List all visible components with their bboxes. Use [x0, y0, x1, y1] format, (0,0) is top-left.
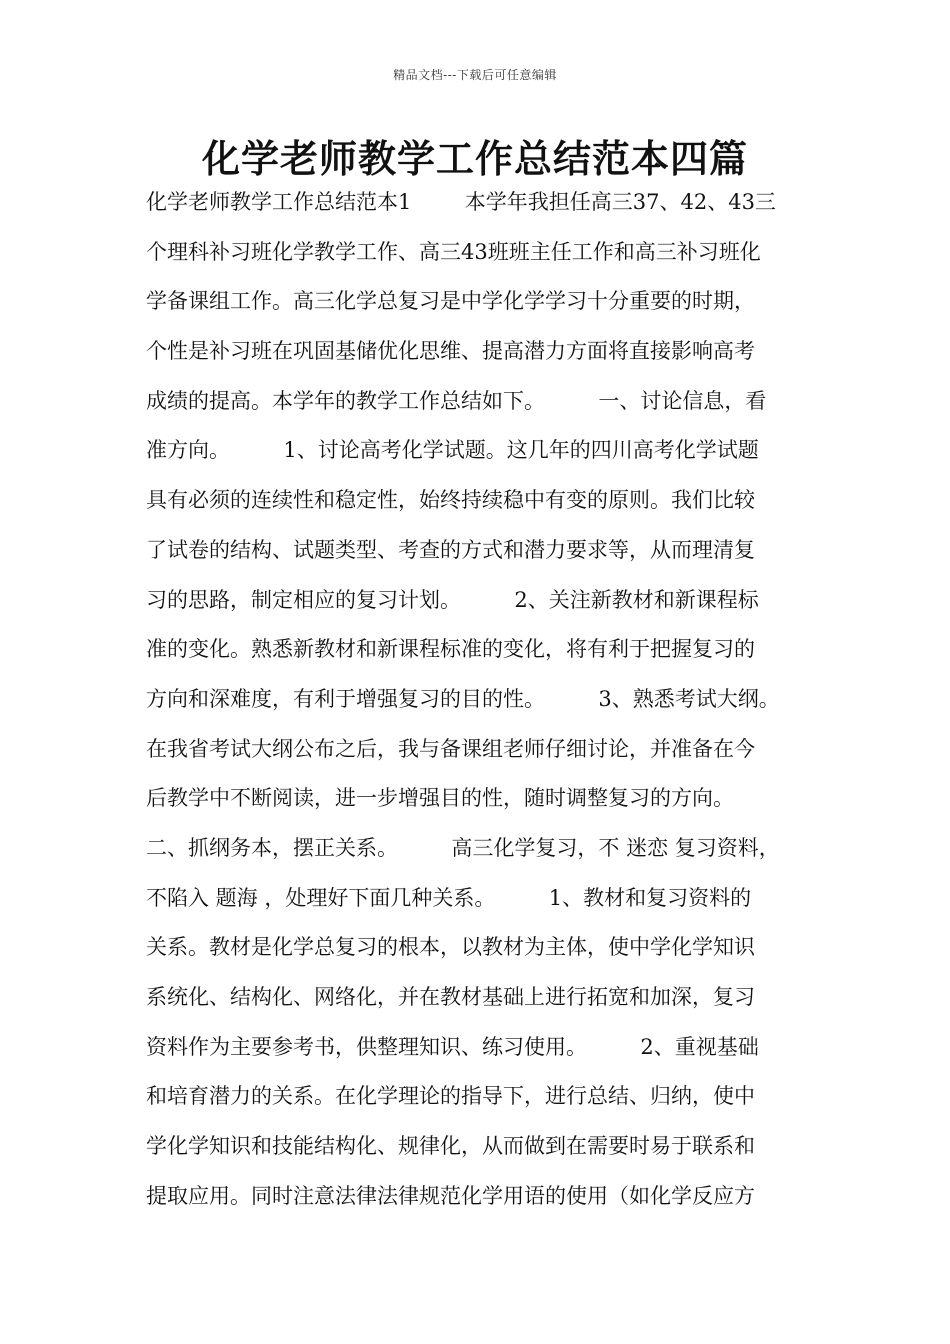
- body-line: 化学老师教学工作总结范本1 本学年我担任高三37、42、43三: [146, 190, 776, 214]
- body-line: 在我省考试大纲公布之后，我与备课组老师仔细讨论，并准备在今: [146, 736, 755, 761]
- body-line: 二、抓纲务本，摆正关系。 高三化学复习，不 迷恋 复习资料，: [146, 835, 780, 860]
- document-body: [146, 180, 826, 1223]
- body-line: 提取应用。同时注意法律法律规范化学用语的使用（如化学反应方: [146, 1183, 755, 1208]
- body-line: 准方向。 1、讨论高考化学试题。这几年的四川高考化学试题: [146, 438, 759, 463]
- body-line: 后教学中不断阅读，进一步增强目的性，随时调整复习的方向。: [146, 786, 734, 811]
- body-line: 和培育潜力的关系。在化学理论的指导下，进行总结、归纳，使中: [146, 1084, 755, 1109]
- body-line: 习的思路，制定相应的复习计划。 2、关注新教材和新课程标: [146, 587, 759, 612]
- body-line: 资料作为主要参考书，供整理知识、练习使用。 2、重视基础: [146, 1034, 759, 1059]
- body-line: 学备课组工作。高三化学总复习是中学化学学习十分重要的时期，: [146, 289, 755, 314]
- body-line: 准的变化。熟悉新教材和新课程标准的变化，将有利于把握复习的: [146, 637, 755, 662]
- body-line: 系统化、结构化、网络化，并在教材基础上进行拓宽和加深，复习: [146, 985, 755, 1009]
- header-note: 精品文档---下载后可任意编辑: [393, 68, 557, 82]
- body-line: 了试卷的结构、试题类型、考查的方式和潜力要求等，从而理清复: [146, 537, 755, 562]
- body-line: 个性是补习班在巩固基储优化思维、提高潜力方面将直接影响高考: [146, 339, 755, 364]
- body-line: 学化学知识和技能结构化、规律化，从而做到在需要时易于联系和: [146, 1134, 755, 1159]
- body-line: 具有必须的连续性和稳定性，始终持续稳中有变的原则。我们比较: [146, 488, 755, 513]
- body-line: 不陷入 题海 ，处理好下面几种关系。 1、教材和复习资料的: [146, 885, 752, 910]
- body-line: 个理科补习班化学教学工作、高三43班班主任工作和高三补习班化: [146, 239, 761, 264]
- body-line: 成绩的提高。本学年的教学工作总结如下。 一、讨论信息，看: [146, 388, 767, 413]
- body-line: 方向和深难度，有利于增强复习的目的性。 3、熟悉考试大纲。: [146, 686, 780, 711]
- body-line: 关系。教材是化学总复习的根本，以教材为主体，使中学化学知识: [146, 935, 755, 960]
- document-title: 化学老师教学工作总结范本四篇: [201, 136, 748, 181]
